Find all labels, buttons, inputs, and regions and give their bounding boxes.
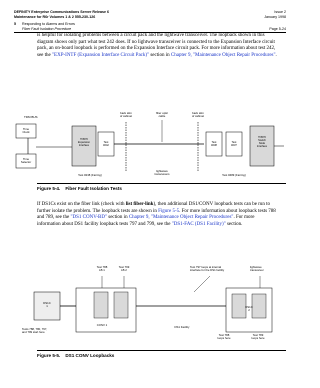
para2-text-6: section.	[225, 221, 243, 227]
fiber-optic-label: fiber optic cable	[155, 111, 169, 119]
para2-text-2: ), then additional DS1/CONV loopback tests can be run to further isolate the problem. The loopback tests are shown in	[37, 202, 271, 214]
figure-5-4-title: Fiber Fault Isolation Tests	[65, 186, 122, 191]
link-ds1-conv-bd[interactable]: "DS1 CONV-BD"	[70, 215, 108, 221]
test-788-loops-label: Test 788 loops here	[217, 333, 231, 341]
doc-subtitle: Maintenance for R6r Volumes 1 & 2 555-230-126	[14, 14, 96, 19]
test-799-lb2-label: Test 799 LB 2	[118, 265, 130, 273]
ds1c-2-label: DS1C 2	[245, 305, 253, 313]
paragraph-1	[37, 33, 277, 59]
test-789-loops-label: Test 789 loops here	[251, 333, 265, 341]
figure-5-5-number: Figure 5-5.	[37, 353, 61, 358]
time-selector-label: Time Selector	[20, 157, 32, 165]
ds1-facility-label: DS1 Facility	[174, 325, 190, 329]
para2-text-5: . For more information about DS1 facility loopback tests 797 and 799, see the	[37, 215, 255, 227]
test-bottom-right-label: Test #489 (Farring)	[222, 173, 246, 177]
lightwave-transceiver-label: lightwave transceiver	[250, 265, 264, 273]
test-237-label: Test #237	[231, 141, 237, 147]
issue-label: Issue 2	[274, 10, 286, 14]
tn570-right-label: TN570 Switch Node Interface	[256, 136, 268, 148]
tn570-left-label: TN570 Expansion Interface	[77, 138, 91, 147]
issue-date: January 1998	[264, 14, 286, 19]
link-exp-intf[interactable]: "EXP-INTF (Expansion Interface Circuit Pack)"	[52, 52, 150, 58]
para1-text-1: is helpful for isolating problems between a circuit pack and the lightwave transceiver. The loopback shown in this diagram shows only part what test 242 does. If no lightwave transceiver is connected to the Expansion Interface circuit pack, an on-board loopback is performed on the Expansion Interface circuit pack. For more information about test 242, see the	[37, 33, 276, 58]
conv-1-loop-b	[114, 292, 128, 318]
conv-1-label: CONV 1	[96, 323, 108, 327]
para2-text-1: If DS1Cs exist on the fiber link (check with	[37, 202, 126, 207]
tdm-bus-label: TDM BUS	[24, 115, 38, 119]
ds1c-1-label: DS1C 1	[43, 301, 51, 309]
para2-text-3: . For more information about loopback tests 788 and 789, see the	[37, 208, 276, 221]
link-chapter-9[interactable]: Chapter 9, "Maintenance Object Repair Procedures"	[170, 52, 276, 58]
page-number: Page 5-24	[269, 26, 286, 31]
test-788-lb1-label: Test 788 LB 1	[96, 265, 108, 273]
test-242-label: Test #242	[103, 141, 109, 147]
command-list-fiber-link: list fiber-link	[125, 202, 154, 207]
conv-1-loop-a	[94, 292, 108, 318]
back-skin-right-label: back skin of cabinet	[191, 111, 205, 119]
figure-5-4-number: Figure 5-4.	[37, 186, 61, 191]
para1-text-2: section in	[149, 52, 171, 58]
doc-title: DEFINITY Enterprise Communications Server Release 6	[14, 10, 110, 14]
chapter-number: 5	[14, 22, 16, 26]
figure-5-5-caption	[37, 353, 114, 358]
test-797-label: Test 797 loops at internal interface for the DS1 facility	[190, 265, 225, 273]
figure-5-4-diagram	[14, 110, 286, 180]
test-bottom-left-label: Test #238 (Farring)	[78, 173, 102, 177]
back-skin-left-label: back skin of cabinet	[119, 111, 133, 119]
lightwave-transceivers-label: lightwave transceivers	[154, 169, 170, 177]
para1-text-3: .	[275, 52, 277, 58]
tests-start-label: Tests 788, 780, 797, and 799 start here	[22, 327, 48, 335]
figure-5-5-diagram	[14, 264, 286, 344]
test-238-label: Test #238	[211, 141, 217, 147]
link-figure-5-5[interactable]: Figure 5-5	[158, 208, 180, 214]
figure-5-4-caption	[37, 186, 122, 191]
link-chapter-9-b[interactable]: Chapter 9, "Maintenance Object Repair Procedures"	[128, 215, 234, 221]
time-clock-label: Time Clock	[22, 127, 30, 135]
para2-text-4: section in	[107, 215, 129, 221]
chapter-title: Responding to Alarms and Errors	[22, 22, 75, 26]
link-ds1-fac[interactable]: "DS1-FAC (DS1 Facility)"	[171, 221, 226, 227]
section-title: Fiber Fault Isolation Procedure	[22, 26, 72, 31]
figure-5-5-title: DS1 CONV Loopbacks	[65, 353, 115, 358]
paragraph-2	[37, 202, 277, 228]
